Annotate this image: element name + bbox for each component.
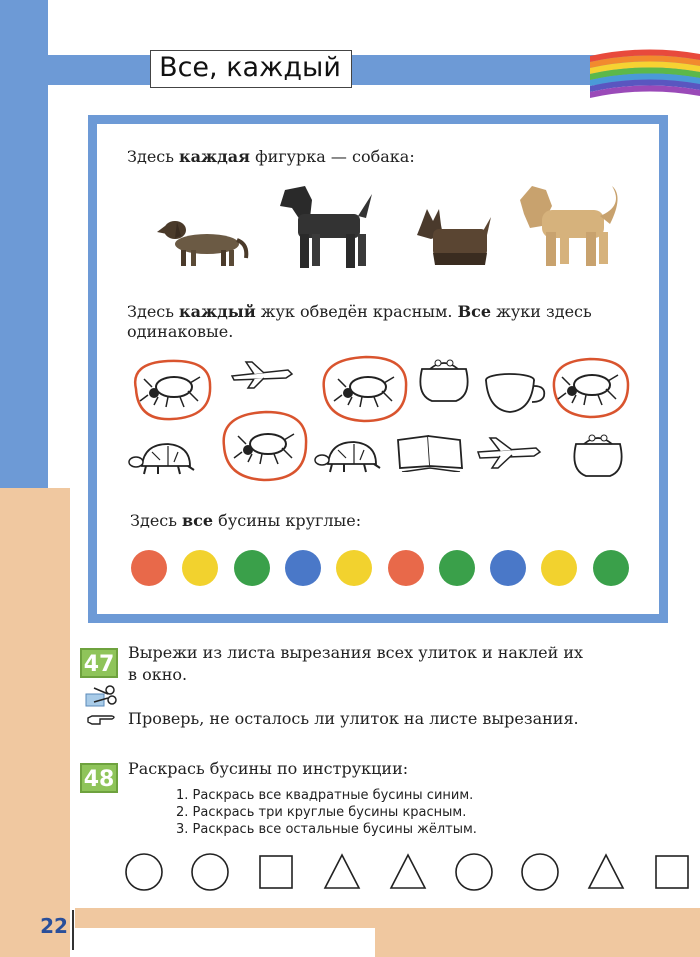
bottom-peach-block <box>375 925 700 957</box>
bead <box>131 550 167 586</box>
circled-beetle <box>548 355 632 421</box>
triangle-bead-outline[interactable] <box>322 852 362 892</box>
turtle-icon <box>314 436 384 476</box>
beetles-caption-line2: одинаковые. <box>127 322 234 341</box>
bead <box>336 550 372 586</box>
circle-bead-outline[interactable] <box>454 852 494 892</box>
task-47-line1: Вырежи из листа вырезания всех улиток и наклей их <box>128 643 584 662</box>
scottish-terrier-picture <box>413 205 493 267</box>
dachshund-picture <box>155 208 250 270</box>
page-title: Все, каждый <box>159 52 341 83</box>
beads-caption: Здесь все бусины круглые: <box>130 511 362 530</box>
airplane-icon <box>228 358 294 390</box>
bead <box>388 550 424 586</box>
triangle-bead-outline[interactable] <box>388 852 428 892</box>
bead <box>490 550 526 586</box>
instruction-2: 2. Раскрась три круглые бусины красным. <box>176 805 467 820</box>
page-number: 22 <box>40 914 68 938</box>
book-icon <box>394 432 466 472</box>
circled-beetle <box>318 353 410 425</box>
turtle-icon <box>128 438 198 478</box>
task-48-text: Раскрась бусины по инструкции: <box>128 759 409 778</box>
page-number-divider <box>72 910 74 950</box>
beetles-caption-line1: Здесь каждый жук обведён красным. Все жуки здесь <box>127 302 592 321</box>
bead <box>285 550 321 586</box>
instruction-1: 1. Раскрась все квадратные бусины синим. <box>176 788 474 803</box>
afghan-hound-picture <box>512 176 627 268</box>
circle-bead-outline[interactable] <box>190 852 230 892</box>
circled-beetle <box>128 355 214 425</box>
dogs-caption: Здесь каждая фигурка — собака: <box>127 147 415 166</box>
square-bead-outline[interactable] <box>652 852 692 892</box>
circle-bead-outline[interactable] <box>124 852 164 892</box>
task-number-badge: 48 <box>80 763 118 793</box>
left-peach-stripe <box>0 488 70 957</box>
instruction-3: 3. Раскрась все остальные бусины жёлтым. <box>176 822 477 837</box>
triangle-bead-outline[interactable] <box>586 852 626 892</box>
circled-beetle <box>218 408 310 484</box>
bead <box>234 550 270 586</box>
bead <box>593 550 629 586</box>
bead <box>439 550 475 586</box>
square-bead-outline[interactable] <box>256 852 296 892</box>
airplane-icon <box>474 434 544 470</box>
task-47-check: Проверь, не осталось ли улиток на листе вырезания. <box>128 709 579 728</box>
pointing-hand-icon <box>86 712 118 728</box>
purse-icon <box>416 355 472 403</box>
terrier-picture <box>270 178 380 270</box>
rainbow-decoration <box>585 46 700 106</box>
cup-icon <box>482 372 548 418</box>
purse-icon <box>570 430 626 478</box>
task-number-badge: 47 <box>80 648 118 678</box>
task-47-line2: в окно. <box>128 665 188 684</box>
scissors-icon <box>84 684 118 708</box>
circle-bead-outline[interactable] <box>520 852 560 892</box>
